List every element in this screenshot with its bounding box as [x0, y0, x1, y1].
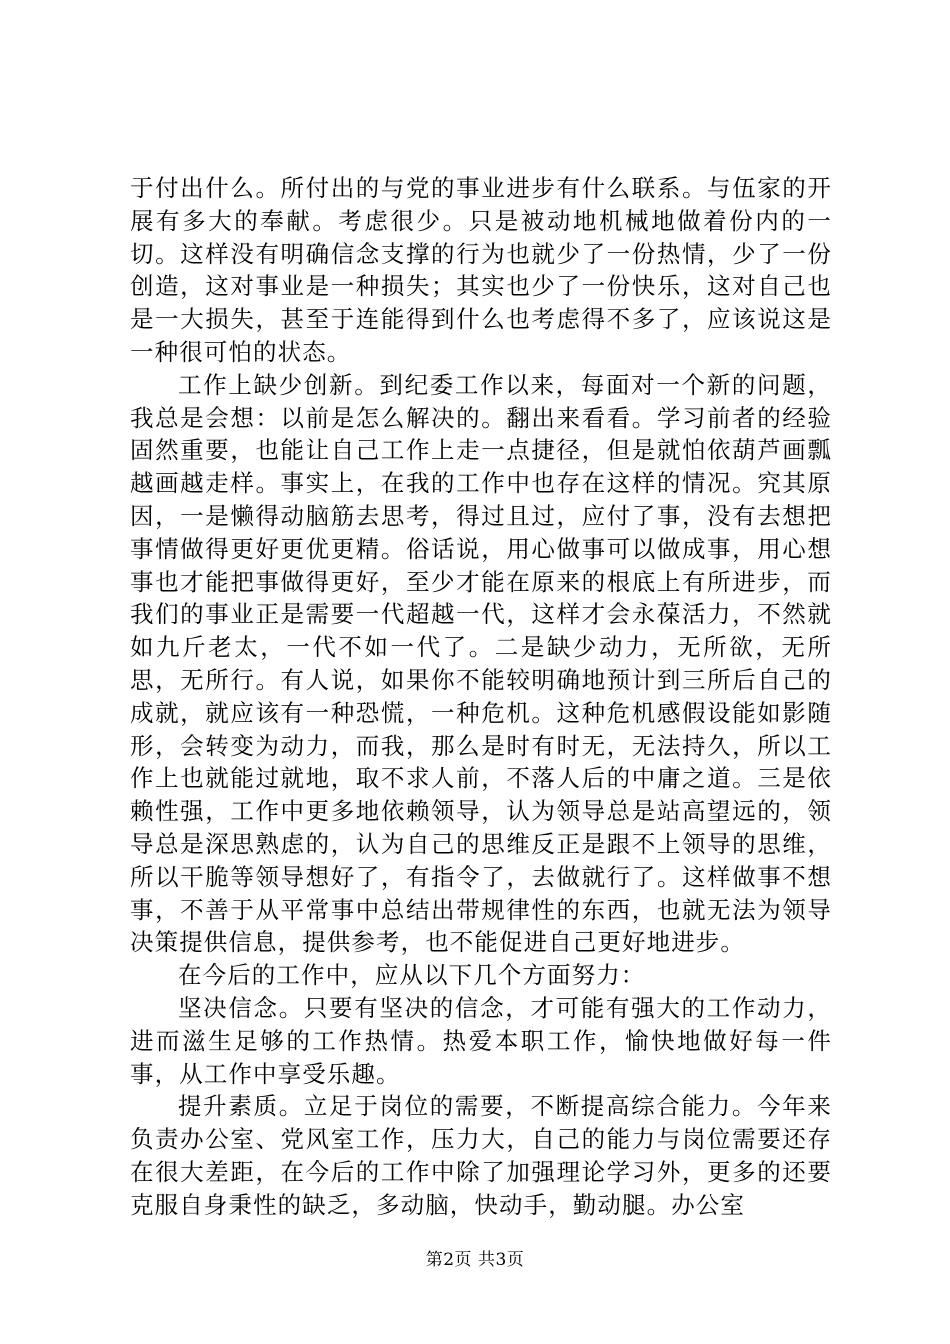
body-text: [130, 172, 832, 1222]
paragraph-5: 提升素质。立足于岗位的需要，不断提高综合能力。今年来负责办公室、党风室工作，压力大，自己的能力与岗位需要还存在很大差距，在今后的工作中除了加强理论学习外，更多的还要克服自身秉性的缺乏，多动脑，快动手，勤动腿。办公室: [130, 1092, 832, 1219]
paragraph-4: 坚决信念。只要有坚决的信念，才可能有强大的工作动力，进而滋生足够的工作热情。热爱本职工作，愉快地做好每一件事，从工作中享受乐趣。: [130, 993, 832, 1088]
page-footer: 第2页 共3页: [425, 1250, 525, 1270]
paragraph-1: 于付出什么。所付出的与党的事业进步有什么联系。与伍家的开展有多大的奉献。考虑很少。只是被动地机械地做着份内的一切。这样没有明确信念支撑的行为也就少了一份热情，少了一份创造，这对事业是一种损失；其实也少了一份快乐，这对自己也是一大损失，甚至于连能得到什么也考虑得不多了，应该说这是一种很可怕的状态。: [130, 174, 832, 366]
paragraph-2: 工作上缺少创新。到纪委工作以来，每面对一个新的问题，我总是会想：以前是怎么解决的。翻出来看看。学习前者的经验固然重要，也能让自己工作上走一点捷径，但是就怕依葫芦画瓢越画越走样。事实上，在我的工作中也存在这样的情况。究其原因，一是懒得动脑筋去思考，得过且过，应付了事，没有去想把事情做得更好更优更精。俗话说，用心做事可以做成事，用心想事也才能把事做得更好，至少才能在原来的根底上有所进步，而我们的事业正是需要一代超越一代，这样才会永葆活力，不然就如九斤老太，一代不如一代了。二是缺少动力，无所欲，无所思，无所行。有人说，如果你不能较明确地预计到三所后自己的成就，就应该有一种恐慌，一种危机。这种危机感假设能如影随形，会转变为动力，而我，那么是时有时无，无法持久，所以工作上也就能过就地，取不求人前，不落人后的中庸之道。三是依赖性强，工作中更多地依赖领导，认为领导总是站高望远的，领导总是深思熟虑的，认为自己的思维反正是跟不上领导的思维，所以干脆等领导想好了，有指令了，去做就行了。这样做事不想事，不善于从平常事中总结出带规律性的东西，也就无法为领导决策提供信息，提供参考，也不能促进自己更好地进步。: [130, 370, 832, 957]
paragraph-3: 在今后的工作中，应从以下几个方面努力：: [178, 961, 646, 990]
